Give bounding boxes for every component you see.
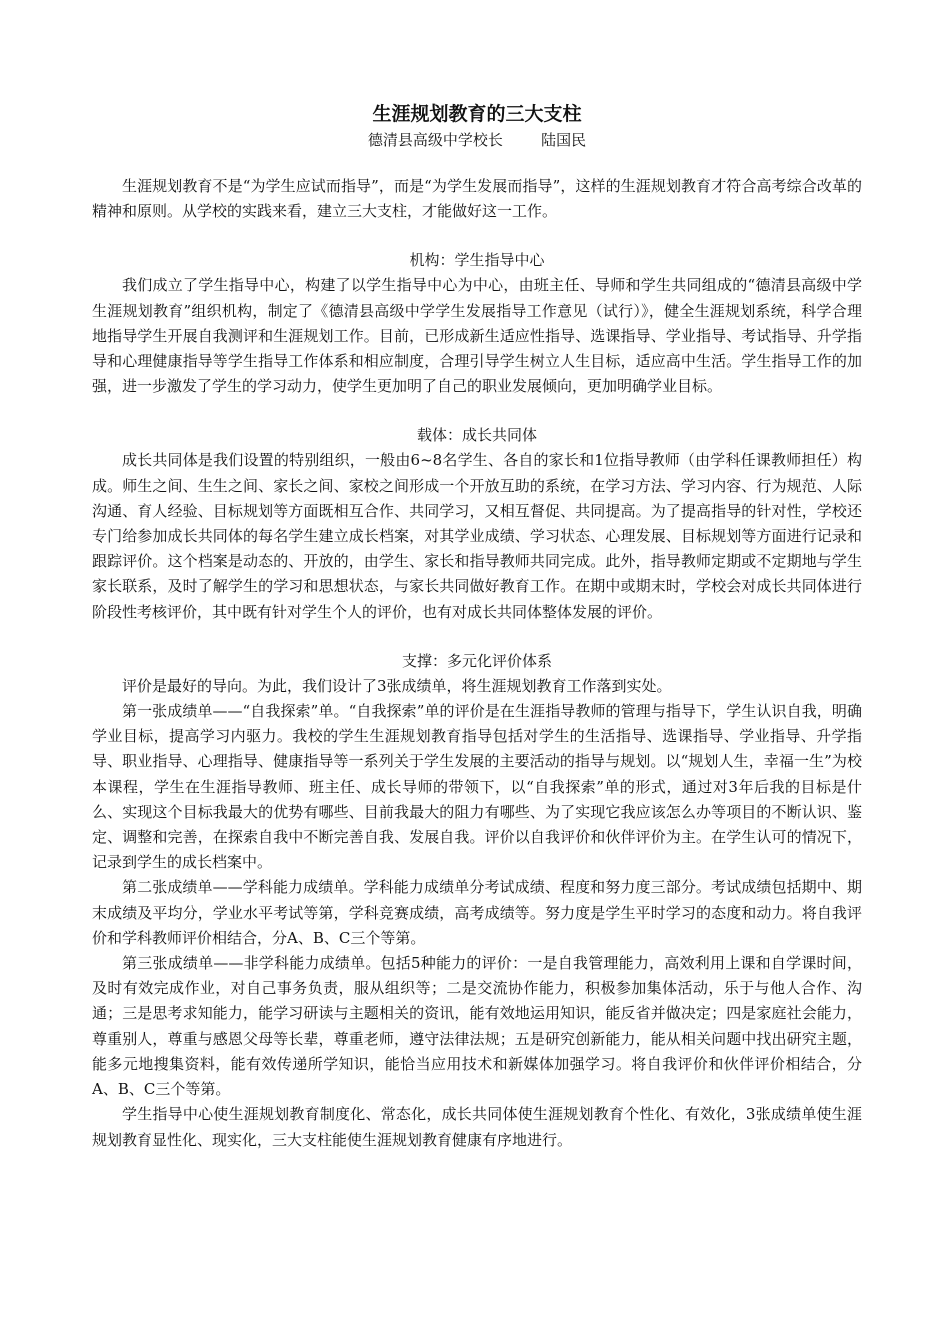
section-carrier xyxy=(92,423,862,624)
section-paragraph: 第三张成绩单——非学科能力成绩单。包括5种能力的评价：一是自我管理能力，高效利用上课和自学课时间，及时有效完成作业，对自己事务负责，服从组织等；二是交流协作能力，积极参加集体活动，乐于与他人合作、沟通；三是思考求知能力，能学习研读与主题相关的资讯，能有效地运用知识，能反省并做决定；四是家庭社会能力，尊重别人，尊重与感恩父母等长辈，尊重老师，遵守法律法规；五是研究创新能力，能从相关问题中找出研究主题，能多元地搜集资料，能有效传递所学知识，能恰当应用技术和新媒体加强学习。将自我评价和伙伴评价相结合，分A、B、C三个等第。 xyxy=(92,954,862,1099)
section-support xyxy=(92,649,862,1153)
section-paragraph: 成长共同体是我们设置的特别组织，一般由6~8名学生、各自的家长和1位指导教师（由学科任课教师担任）构成。师生之间、生生之间、家长之间、家校之间形成一个开放互助的系统，在学习方法、学习内容、行为规范、人际沟通、育人经验、目标规划等方面既相互合作、共同学习，又相互督促、共同提高。为了提高指导的针对性，学校还专门给参加成长共同体的每名学生建立成长档案，对其学业成绩、学习状态、心理发展、目标规划等方面进行记录和跟踪评价。这个档案是动态的、开放的，由学生、家长和指导教师共同完成。此外，指导教师定期或不定期地与学生家长联系，及时了解学生的学习和思想状态，与家长共同做好教育工作。在期中或期末时，学校会对成长共同体进行阶段性考核评价，其中既有针对学生个人的评价，也有对成长共同体整体发展的评价。 xyxy=(92,451,862,621)
section-paragraph: 我们成立了学生指导中心，构建了以学生指导中心为中心，由班主任、导师和学生共同组成的“德清县高级中学生涯规划教育”组织机构，制定了《德清县高级中学学生发展指导工作意见（试行）》，健全生涯规划系统，科学合理地指导学生开展自我测评和生涯规划工作。目前，已形成新生适应性指导、选课指导、学业指导、考试指导、升学指导和心理健康指导等学生指导工作体系和相应制度，合理引导学生树立人生目标，适应高中生活。学生指导工作的加强，进一步激发了学生的学习动力，使学生更加明了自己的职业发展倾向，更加明确学业目标。 xyxy=(92,276,862,396)
section-paragraph: 第二张成绩单——学科能力成绩单。学科能力成绩单分考试成绩、程度和努力度三部分。考试成绩包括期中、期末成绩及平均分，学业水平考试等第，学科竞赛成绩，高考成绩等。努力度是学生平时学习的态度和动力。将自我评价和学科教师评价相结合，分A、B、C三个等第。 xyxy=(92,878,862,947)
document-page xyxy=(92,100,862,1153)
section-heading: 支撑：多元化评价体系 xyxy=(401,651,552,670)
section-heading: 机构：学生指导中心 xyxy=(409,251,545,270)
closing-paragraph: 学生指导中心使生涯规划教育制度化、常态化，成长共同体使生涯规划教育个性化、有效化，3张成绩单使生涯规划教育显性化、现实化，三大支柱能使生涯规划教育健康有序地进行。 xyxy=(92,1105,862,1149)
author-byline: 德清县高级中学校长 陆国民 xyxy=(367,131,587,149)
document-title: 生涯规划教育的三大支柱 xyxy=(372,103,582,125)
section-institution xyxy=(92,248,862,399)
section-paragraph: 第一张成绩单——“自我探索”单。“自我探索”单的评价是在生涯指导教师的管理与指导下，学生认识自我，明确学业目标，提高学习内驱力。我校的学生生涯规划教育指导包括对学生的生活指导、选课指导、学业指导、升学指导、职业指导、心理指导、健康指导等一系列关于学生发展的主要活动的指导与规划。以“规划人生，幸福一生”为校本课程，学生在生涯指导教师、班主任、成长导师的带领下，以“自我探索”单的形式，通过对3年后我的目标是什么、实现这个目标我最大的优势有哪些、目前我最大的阻力有哪些、为了实现它我应该怎么办等项目的不断认识、鉴定、调整和完善，在探索自我中不断完善自我、发展自我。评价以自我评价和伙伴评价为主。在学生认可的情况下，记录到学生的成长档案中。 xyxy=(92,702,862,872)
section-heading: 载体：成长共同体 xyxy=(416,426,537,445)
intro-paragraph: 生涯规划教育不是“为学生应试而指导”，而是“为学生发展而指导”，这样的生涯规划教育才符合高考综合改革的精神和原则。从学校的实践来看，建立三大支柱，才能做好这一工作。 xyxy=(92,177,862,221)
section-paragraph: 评价是最好的导向。为此，我们设计了3张成绩单，将生涯规划教育工作落到实处。 xyxy=(122,676,672,695)
